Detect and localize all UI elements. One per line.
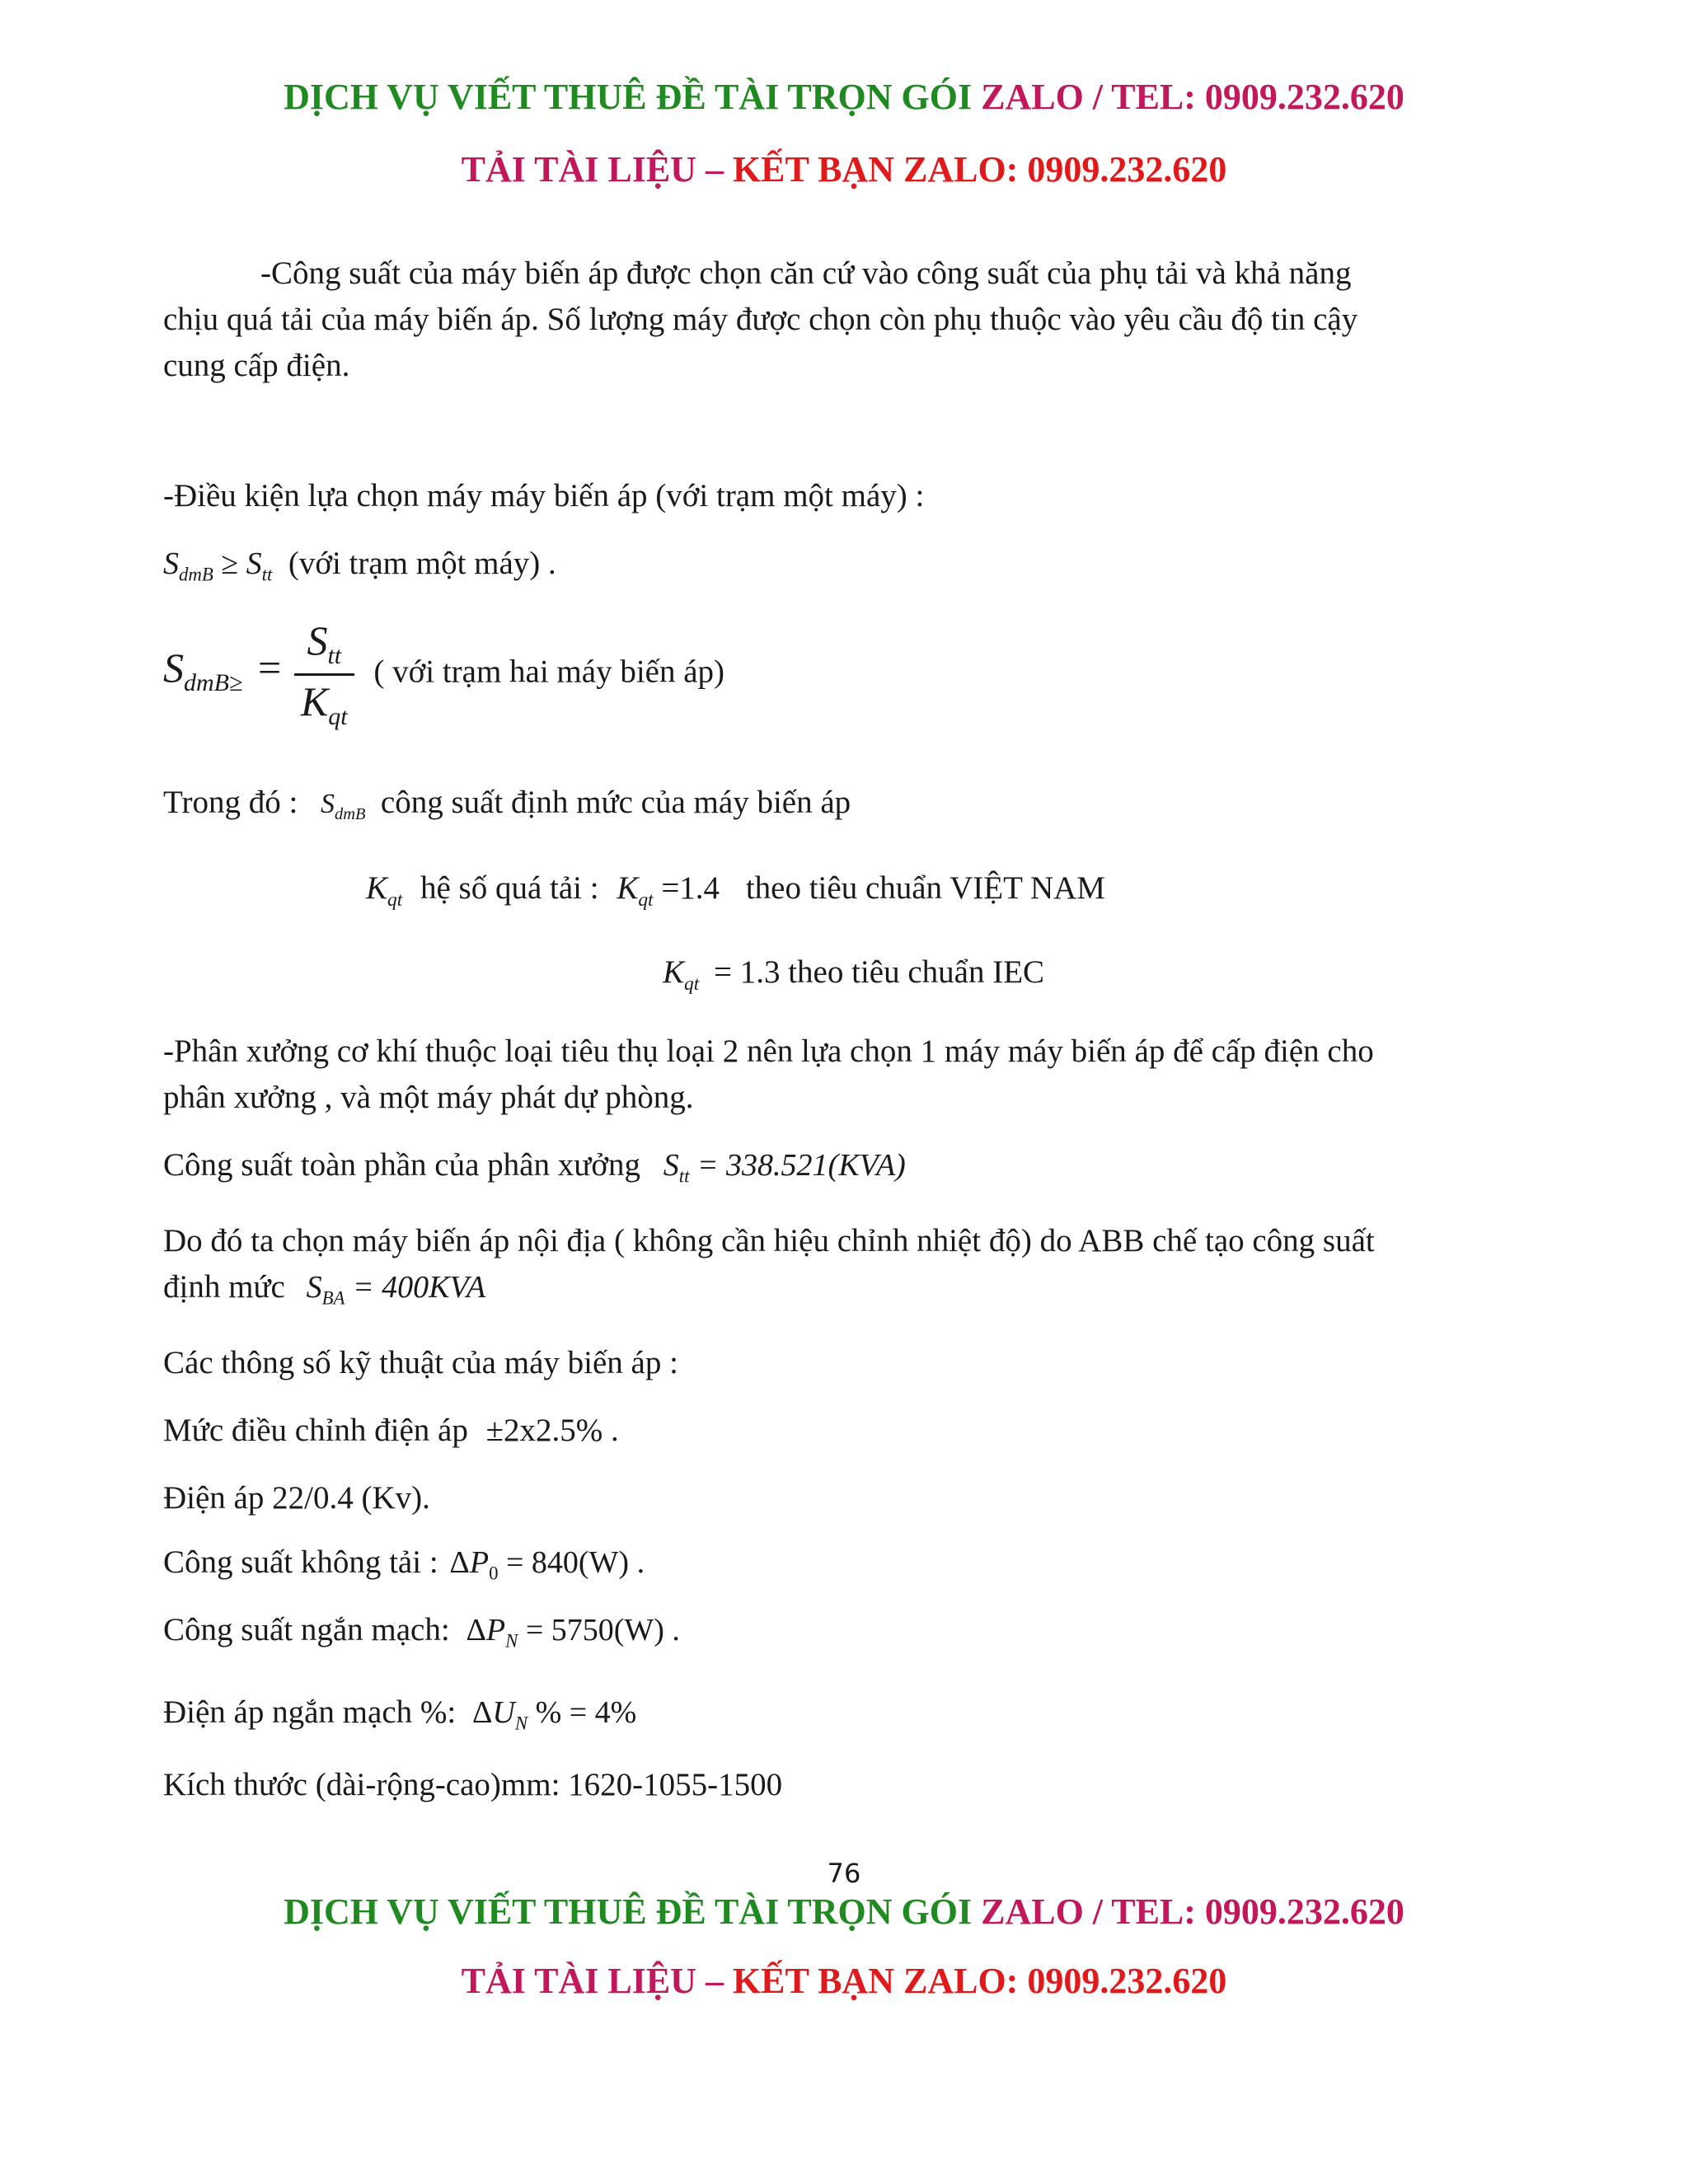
total-power-value: = 338.521(KVA) (696, 1148, 906, 1183)
spec-label: Công suất ngắn mạch: (163, 1612, 450, 1647)
spec-voltage: Điện áp 22/0.4 (Kv). (163, 1480, 430, 1516)
formula-s-dmb-geq-s-tt: $S_{dmB} \ge S_{tt}$ (163, 546, 273, 585)
footer-banner-line2 (0, 1960, 1688, 2002)
definition-kqt-iec (663, 956, 1044, 994)
paragraph-line: chịu quá tải của máy biến áp. Số lượng máy được chọn còn phụ thuộc vào yêu cầu độ tin cậy (163, 302, 1358, 337)
fraction-stt-over-kqt: $\frac{S_{tt}}{K_{qt}}$ (294, 620, 354, 729)
formula-s-ba: $S_{BA}$ (306, 1270, 345, 1309)
spec-label: Điện áp ngắn mạch %: (163, 1694, 457, 1730)
banner-download-text: TẢI TÀI LIỆU – (461, 149, 724, 190)
paragraph-line: cung cấp điện. (163, 348, 350, 383)
page-number: 76 (827, 1858, 861, 1889)
paragraph-line: -Công suất của máy biến áp được chọn căn cứ vào công suất của phụ tải và khả năng (260, 255, 1352, 291)
spec-label: Công suất không tải : (163, 1544, 438, 1580)
total-power-line (163, 1149, 906, 1186)
formula-delta-pn: $\Delta P_N$ (466, 1613, 518, 1652)
symbol-s-dmb: $S_{dmB}$ (321, 789, 366, 823)
spec-short-circuit-voltage (163, 1696, 636, 1733)
symbol-k-qt: $K_{qt}$ (617, 870, 654, 911)
symbol-k-qt: $K_{qt}$ (366, 870, 403, 911)
definition-text: công suất định mức của máy biến áp (380, 785, 851, 820)
kqt-standard-vn: theo tiêu chuẩn VIỆT NAM (745, 870, 1105, 906)
banner-service-text: DỊCH VỤ VIẾT THUÊ ĐỀ TÀI TRỌN GÓI (284, 1891, 973, 1932)
paragraph-line: -Phân xưởng cơ khí thuộc loại tiêu thụ loại 2 nên lựa chọn 1 máy máy biến áp để cấp điện cho (163, 1033, 1374, 1069)
spec-short-circuit-power (163, 1614, 680, 1651)
spec-value: = 840(W) . (505, 1545, 645, 1580)
rated-power-label: định mức (163, 1269, 285, 1305)
equation-one-machine (163, 547, 556, 584)
header-banner-line2 (0, 148, 1688, 190)
banner-contact-text: ZALO / TEL: 0909.232.620 (981, 1891, 1404, 1932)
rated-power-value: = 400KVA (352, 1270, 486, 1305)
banner-download-text: TẢI TÀI LIỆU – (461, 1961, 724, 2001)
spec-no-load-power (163, 1546, 645, 1583)
spec-value: = 5750(W) . (525, 1613, 680, 1647)
paragraph-line: Do đó ta chọn máy biến áp nội địa ( không cần hiệu chỉnh nhiệt độ) do ABB chế tạo công suất (163, 1223, 1375, 1258)
kqt-value-vn: =1.4 (661, 870, 720, 906)
formula-s-dmb: $S_{dmB\ge}$ (163, 644, 243, 697)
definition-sdmb (163, 786, 851, 823)
equals-sign: = (257, 644, 282, 691)
formula-delta-un: $\Delta U_N$ (471, 1695, 528, 1734)
definition-kqt (366, 872, 1105, 910)
formula-s-tt: $S_{tt}$ (663, 1148, 690, 1187)
banner-zalo-text: KẾT BẠN ZALO: 0909.232.620 (732, 149, 1227, 190)
formula-delta-p0: $\Delta P_0$ (449, 1545, 499, 1584)
spec-label: Mức điều chỉnh điện áp (163, 1413, 468, 1448)
banner-contact-text: ZALO / TEL: 0909.232.620 (981, 77, 1404, 117)
kqt-value-iec: = 1.3 theo tiêu chuẩn IEC (713, 954, 1045, 990)
total-power-label: Công suất toàn phần của phân xưởng (163, 1147, 640, 1183)
equation-two-machines (163, 617, 725, 730)
equation-note: ( với trạm hai máy biến áp) (373, 654, 725, 690)
symbol-k-qt: $K_{qt}$ (663, 954, 700, 995)
banner-service-text: DỊCH VỤ VIẾT THUÊ ĐỀ TÀI TRỌN GÓI (284, 77, 973, 117)
header-banner-line1 (0, 76, 1688, 118)
spec-dimensions: Kích thước (dài-rộng-cao)mm: 1620-1055-1500 (163, 1767, 783, 1802)
equation-note: (với trạm một máy) . (288, 546, 556, 581)
footer-banner-line1 (0, 1891, 1688, 1933)
paragraph-line: -Điều kiện lựa chọn máy máy biến áp (với trạm một máy) : (163, 478, 925, 513)
definition-text: hệ số quá tải : (420, 870, 599, 906)
spec-voltage-regulation (163, 1414, 619, 1446)
spec-value: ±2x2.5% . (485, 1413, 619, 1448)
paragraph-line: phân xưởng , và một máy phát dự phòng. (163, 1080, 694, 1115)
specs-title: Các thông số kỹ thuật của máy biến áp : (163, 1345, 678, 1380)
spec-value: % = 4% (535, 1695, 637, 1730)
rated-power-line (163, 1271, 485, 1308)
banner-zalo-text: KẾT BẠN ZALO: 0909.232.620 (732, 1961, 1227, 2001)
definition-lead: Trong đó : (163, 785, 298, 820)
